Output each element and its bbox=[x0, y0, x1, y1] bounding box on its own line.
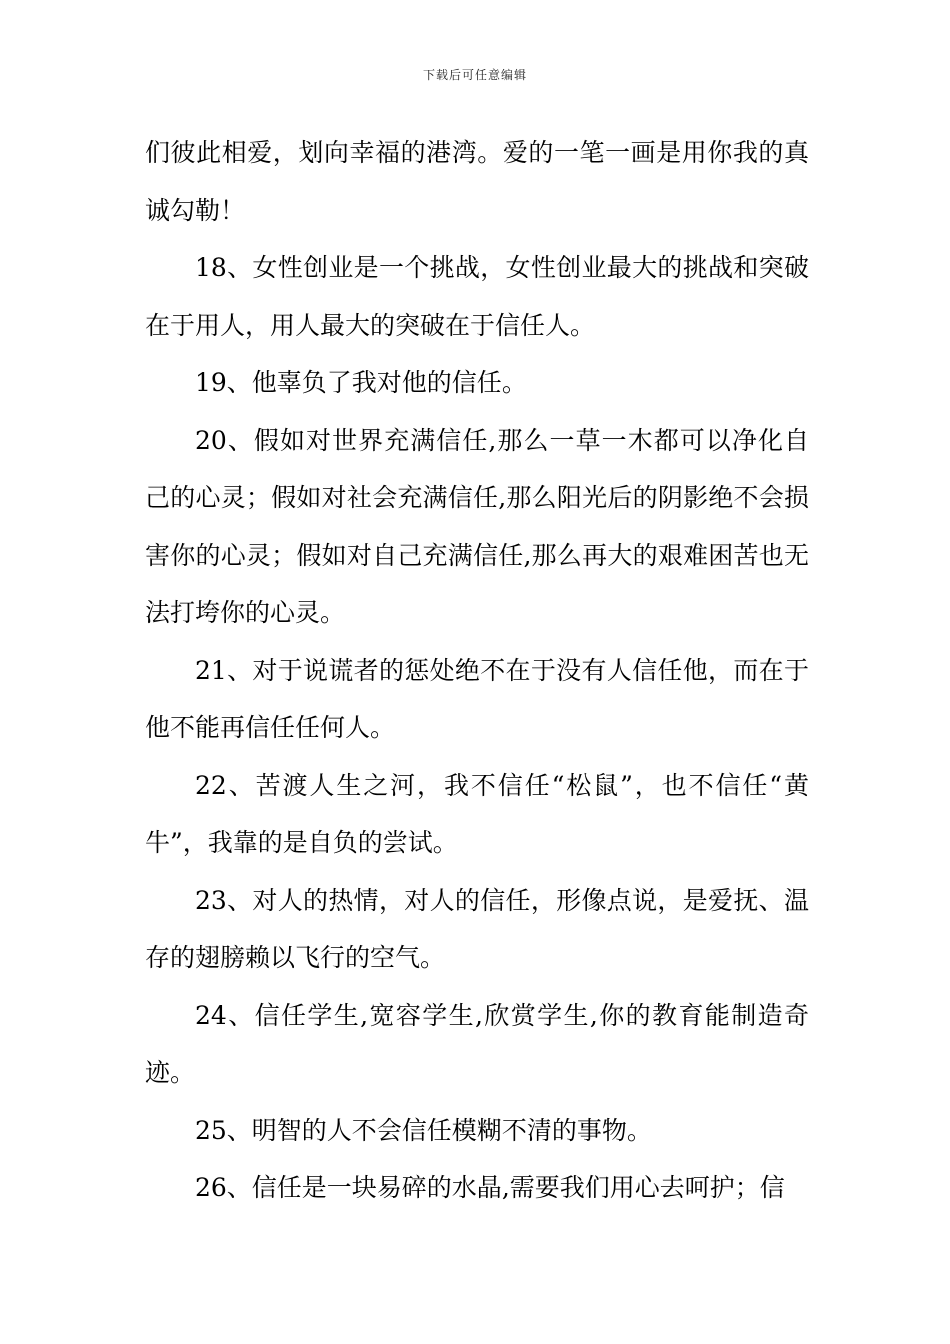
paragraph-21: 21、对于说谎者的惩处绝不在于没有人信任他，而在于他不能再信任任何人。 bbox=[145, 655, 809, 742]
document-body bbox=[145, 124, 809, 1217]
page-header: 下载后可任意编辑 bbox=[422, 68, 527, 82]
paragraph-22: 22、苦渡人生之河，我不信任“松鼠”，也不信任“黄牛”，我靠的是自负的尝试。 bbox=[145, 770, 809, 857]
paragraph-19: 19、他辜负了我对他的信任。 bbox=[195, 368, 527, 397]
paragraph-25: 25、明智的人不会信任模糊不清的事物。 bbox=[195, 1115, 652, 1145]
paragraph-24: 24、信任学生,宽容学生,欣赏学生,你的教育能制造奇迹。 bbox=[145, 1000, 809, 1087]
paragraph-23: 23、对人的热情，对人的信任，形像点说，是爱抚、温存的翅膀赖以飞行的空气。 bbox=[145, 885, 809, 972]
paragraph-continuation: 们彼此相爱，划向幸福的港湾。爱的一笔一画是用你我的真诚勾勒！ bbox=[145, 138, 809, 225]
paragraph-18: 18、女性创业是一个挑战，女性创业最大的挑战和突破在于用人，用人最大的突破在于信任人。 bbox=[145, 253, 809, 340]
paragraph-20: 20、假如对世界充满信任,那么一草一木都可以净化自己的心灵；假如对社会充满信任,那么阳光后的阴影绝不会损害你的心灵；假如对自己充满信任,那么再大的艰难困苦也无法打垮你的心灵。 bbox=[145, 425, 809, 627]
paragraph-26: 26、信任是一块易碎的水晶,需要我们用心去呵护；信 bbox=[195, 1173, 785, 1202]
